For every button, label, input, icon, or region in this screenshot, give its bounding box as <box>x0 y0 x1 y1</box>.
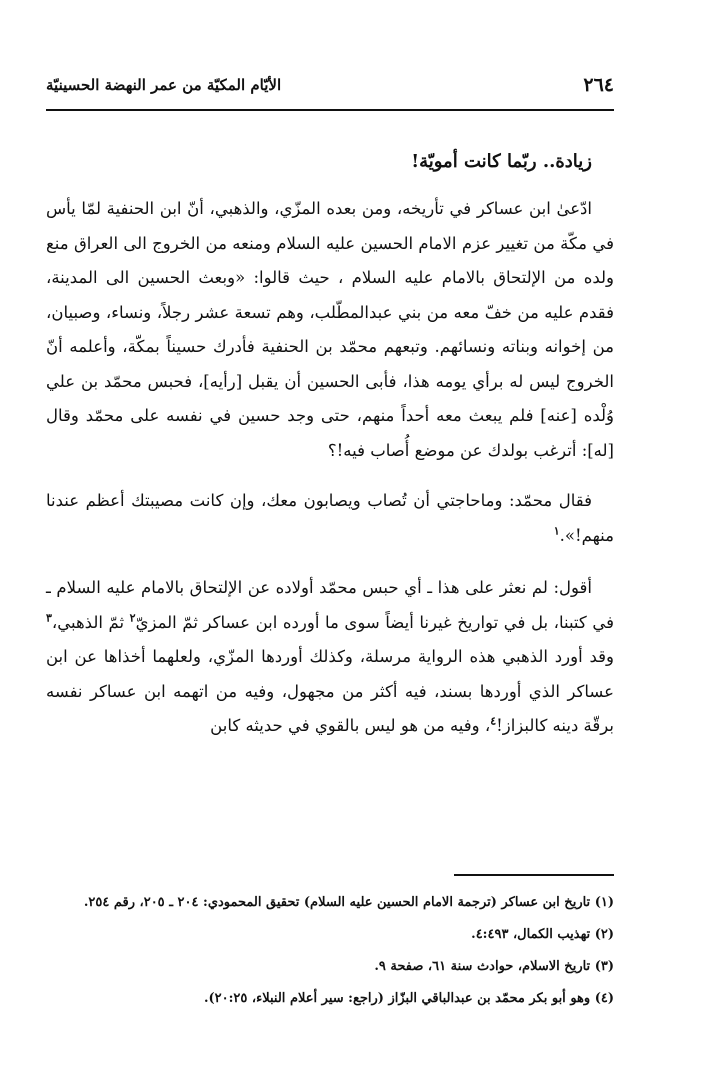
paragraph-3-part-d: ، وفيه من هو ليس بالقوي في حديثه كابن <box>210 716 491 735</box>
running-header <box>46 74 614 104</box>
footnote-ref-3: ٣ <box>46 611 52 624</box>
footnote-ref-1: ١ <box>553 524 560 537</box>
book-title: الأيّام المكيّة من عمر النهضة الحسينيّة <box>46 76 282 94</box>
footnote-3: (٣) تاريخ الاسلام، حوادث سنة ٦١، صفحة ٩. <box>374 959 614 974</box>
main-text <box>46 146 614 758</box>
paragraph-3 <box>46 571 614 744</box>
paragraph-2-text: فقال محمّد: وماحاجتي أن تُصاب ويصابون معك، وإن كانت مصيبتك أعظم عندنا منهم!». <box>46 491 614 545</box>
footnote-rule <box>454 874 614 876</box>
footnote-ref-2: ٢ <box>129 611 136 624</box>
paragraph-2 <box>46 484 614 553</box>
paragraph-1: ادّعىٰ ابن عساكر في تأريخه، ومن بعده المزّي، والذهبي، أنّ ابن الحنفية لمّا يأس في مكّة من تغيير عزم الامام الحسين عليه السلام ومنعه من الخروج الى العراق منع ولده من الإلتحاق بالامام عليه السلام ، حيث قالوا: «وبعث الحسين الى المدينة، فقدم عليه من خفّ معه من بني عبدالمطّلب، وهم تسعة عشر رجلاً، ونساء، وصبيان، من إخوانه وبناته ونسائهم. وتبعهم محمّد بن الحنفية فأدرك حسيناً بمكّة، وأعلمه أنّ الخروج ليس له برأي يومه هذا، فأبى الحسين أن يقبل [رأيه]، فحبس محمّد بن علي وُلْده [عنه] فلم يبعث معه أحداً منهم، حتى وجد حسين في نفسه على محمّد وقال [له]: أترغب بولدك عن موضع أُصاب فيه!؟ <box>46 199 614 460</box>
paragraph-3-part-c: وقد أورد الذهبي هذه الرواية مرسلة، وكذلك أوردها المزّي، ولعلهما أخذاها عن ابن عساكر الذي أوردها بسند، فيه أكثر من مجهول، وفيه من اتهمه ابن عساكر نفسه برقّة دينه كالبزاز! <box>46 647 614 735</box>
footnotes <box>46 894 614 1022</box>
footnote-ref-4: ٤ <box>490 714 497 728</box>
paragraph-3-part-a: أقول: لم نعثر على هذا ـ أي حبس محمّد أولاده عن الإلتحاق بالامام عليه السلام ـ في كتبنا، بل في تواريخ غيرنا أيضاً سوى ما أورده ابن عساكر ثمّ المزيّ <box>46 578 614 632</box>
paragraph-3-part-b: ثمّ الذهبي، <box>51 612 130 632</box>
footnote-4: (٤) وهو أبو بكر محمّد بن عبدالباقي البزّاز (راجع: سير أعلام النبلاء، ٢٠:٢٥). <box>203 991 614 1006</box>
footnote-1: (١) تاريخ ابن عساكر (ترجمة الامام الحسين عليه السلام) تحقيق المحمودي: ٢٠٤ ـ ٢٠٥، رقم ٢٥٤. <box>83 895 614 910</box>
page-number: ٢٦٤ <box>583 74 614 96</box>
section-heading: زيادة.. ربّما كانت أمويّة! <box>411 151 592 172</box>
header-rule <box>46 109 614 111</box>
footnote-2: (٢) تهذيب الكمال، ٤:٤٩٣. <box>471 927 614 942</box>
